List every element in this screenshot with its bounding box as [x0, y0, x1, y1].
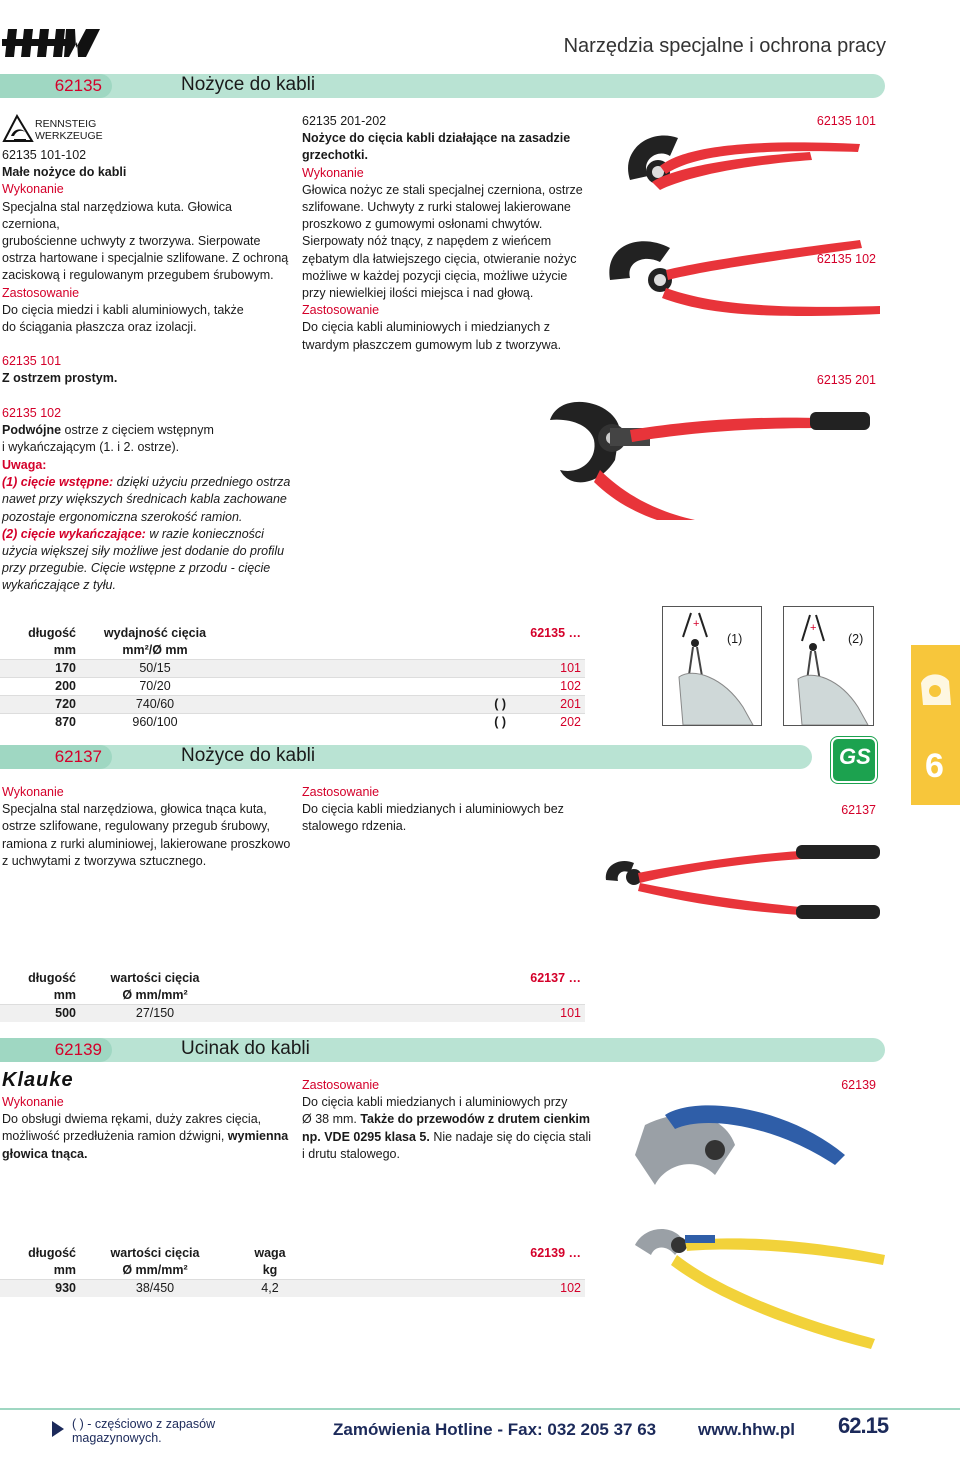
rennsteig-logo: RENNSTEIG WERKZEUGE — [2, 114, 112, 144]
section-bar-62137 — [0, 745, 812, 769]
gs-certification-badge: GS — [831, 737, 877, 783]
table-row: 500 27/150 101 — [0, 1005, 585, 1023]
cable-cutter-62137-image — [600, 825, 890, 925]
svg-text:+: + — [810, 622, 817, 634]
product-label: 62139 — [841, 1078, 876, 1092]
s62137-left-text: Wykonanie Specjalna stal narzędziowa, głowica tnąca kuta, ostrze szlifowane, regulowany przegub śrubowy, ramiona z rurki aluminiowej, lakierowane proszkowo z uchwytami z tworzywa sztucznego. — [2, 785, 291, 868]
section-title: Nożyce do kabli — [181, 74, 316, 95]
klauke-cutter-image — [605, 1095, 895, 1355]
s62135-right-text: 62135 201-202 Nożyce do cięcia kabli działające na zasadzie grzechotki. Wykonanie Głowica nożyc ze stali specjalnej czerniona, ostrze szlifowane. Uchwyty z rurki stalowej lakierowane proszkowo z gumowymi osłonami chwytów. Sierpowaty nóż tnący, z napędem z wieńcem zębatym dla łatwiejszego cięcia, otwieranie nożyc możliwe w każdej pozycji cięcia, możliwe użycie przy niewielkiej ilości miejsca i nad głową. Zastosowanie Do cięcia kabli aluminiowych i miedzianych z twardym płaszczem gumowym lub z tworzywa. — [302, 114, 583, 352]
table-row: 720 740/60 ( ) 201 — [0, 696, 585, 714]
chapter-tab: 6 — [911, 645, 960, 805]
page-number: 62.15 — [838, 1413, 889, 1438]
s62135-left-text: 62135 101-102 Małe nożyce do kabli Wykonanie Specjalna stal narzędziowa kuta. Głowica czerniona, grubościenne uchwyty z tworzywa. Sierpowate ostrza hartowane i specjalnie szlifowane. Z ochroną zaciskową i regulowanym przegubem śrubowym. Zastosowanie Do cięcia miedzi i kabli aluminiowych, także do ściągania płaszcza oraz izolacji. 62135 101 Z ostrzem prostym. 62135 102 Podwójne ostrze z cięciem wstępnym i wykańczającym (1. i 2. ostrze). — [2, 148, 289, 455]
footer-divider — [0, 1408, 960, 1410]
spec-table-62135: długość wydajność cięcia 62135 … mm mm²/Ø mm 170 50/15 101 200 70/20 102 720 740/60 ( ) 201 870 960/100 ( ) 202 — [0, 625, 585, 731]
s62139-right-text: Zastosowanie Do cięcia kabli miedzianych i aluminiowych przy Ø 38 mm. Także do przewodów z drutem cienkim np. VDE 0295 klasa 5. Nie nadaje się do cięcia stali i drutu stalowego. — [302, 1078, 592, 1161]
svg-text:+: + — [693, 618, 700, 630]
table-row: 200 70/20 102 — [0, 678, 585, 696]
table-row: 870 960/100 ( ) 202 — [0, 714, 585, 732]
uwaga-note: Uwaga: (1) cięcie wstępne: dzięki użyciu przedniego ostrza nawet przy większych średnicach kabla zachowane pozostaje ergonomiczna szerokość ramion. (2) cięcie wykańczające: w razie konieczności użycia większej siły możliwe jest dodanie do profilu przy przegubie. Cięcie wstępne z przodu - cięcie wykańczające z tyłu. — [2, 458, 291, 593]
product-label: 62135 201 — [816, 373, 876, 387]
table-row: 170 50/15 101 — [0, 660, 585, 678]
s62139-left-text: Wykonanie Do obsługi dwiema rękami, duży zakres cięcia, możliwość przedłużenia ramion dźwigni, wymienna głowica tnąca. — [2, 1095, 289, 1161]
cutting-diagram-2: + (2) — [783, 606, 874, 726]
klauke-logo: Klauke — [2, 1069, 74, 1091]
product-label: 62137 — [841, 803, 876, 817]
spec-table-62139: długość wartości cięcia waga 62139 … mm Ø mm/mm² kg 930 38/450 4,2 102 — [0, 1245, 585, 1297]
section-bar-62139 — [0, 1038, 885, 1062]
section-code: 62137 — [54, 747, 102, 766]
s62137-right-text: Zastosowanie Do cięcia kabli miedzianych i aluminiowych bez stalowego rdzenia. — [302, 785, 564, 834]
product-label: 62135 102 — [816, 252, 876, 266]
cutting-diagram-1: + (1) — [662, 606, 762, 726]
ratchet-cable-cutter-image — [520, 390, 880, 520]
footer-stock-note: ( ) - częściowo z zapasów magazynowych. — [72, 1417, 216, 1445]
product-label: 62135 101 — [816, 114, 876, 128]
section-bar-62135 — [0, 74, 885, 98]
section-code: 62139 — [54, 1040, 102, 1059]
section-title: Ucinak do kabli — [181, 1038, 310, 1059]
footer-hotline: Zamówienia Hotline - Fax: 032 205 37 63 — [333, 1420, 657, 1439]
table-row: 930 38/450 4,2 102 — [0, 1280, 585, 1298]
section-title: Nożyce do kabli — [181, 745, 316, 766]
hhw-logo — [2, 28, 100, 58]
page-header-title: Narzędzia specjalne i ochrona pracy — [563, 35, 886, 57]
spec-table-62137: długość wartości cięcia 62137 … mm Ø mm/mm² 500 27/150 101 — [0, 970, 585, 1022]
cable-cutter-small-image — [600, 120, 890, 340]
section-code: 62135 — [54, 76, 102, 95]
footer-arrow-icon — [52, 1421, 64, 1437]
footer-website: www.hhw.pl — [698, 1420, 795, 1439]
